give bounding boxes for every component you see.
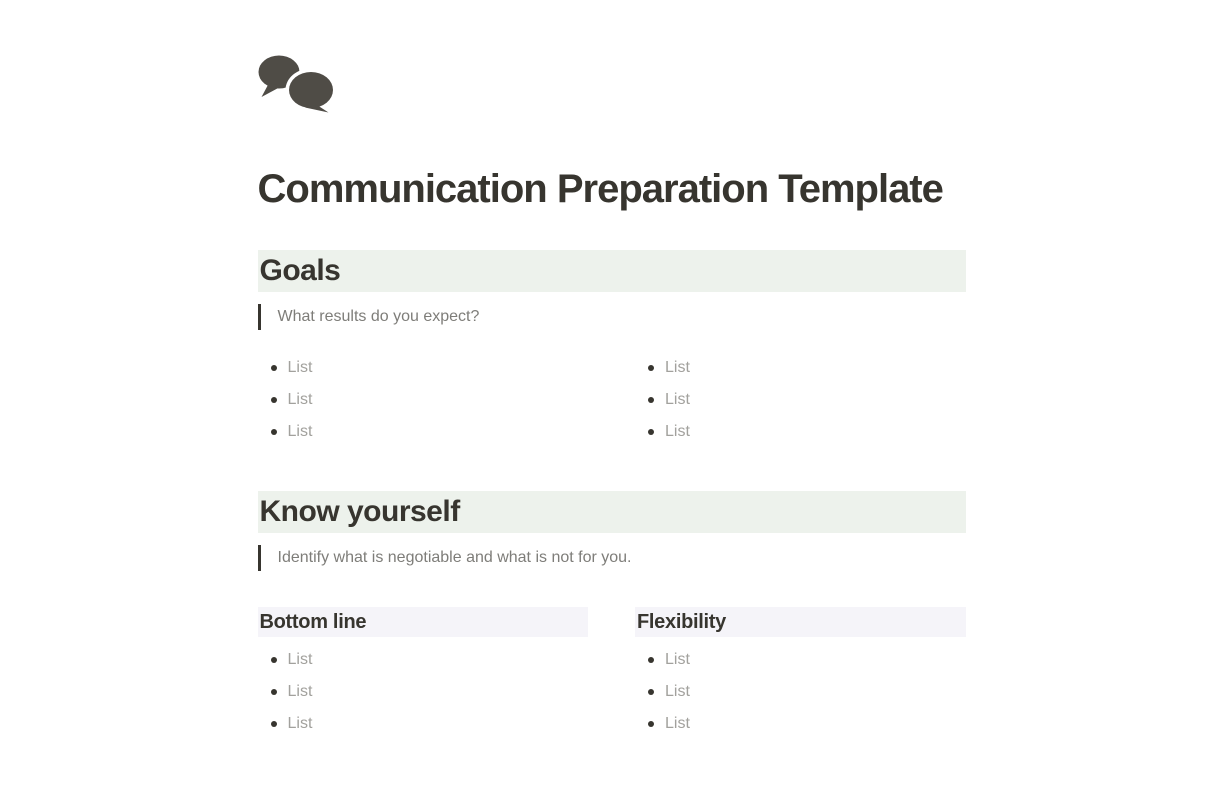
list-item-text: List [665,715,690,732]
list-item[interactable] [635,708,966,740]
list-item-text: List [665,391,690,408]
bottom-line-list [258,644,589,740]
list-item-text: List [665,683,690,700]
list-item-text: List [287,359,313,376]
bottom-line-column [258,607,589,740]
bullet-icon [648,397,654,403]
bullet-icon [648,429,654,435]
section-heading-know-yourself[interactable]: Know yourself [258,491,966,533]
flexibility-list [635,644,966,740]
page-icon[interactable] [258,55,338,113]
bullet-icon [648,689,654,695]
list-item-text: List [665,359,690,376]
chat-bubbles-icon [258,55,338,113]
list-item[interactable] [635,676,966,708]
know-yourself-quote[interactable]: Identify what is negotiable and what is not for you. [258,545,966,571]
list-item-text: List [287,391,313,408]
know-yourself-columns [258,607,966,740]
list-item[interactable] [258,416,589,448]
list-item-text: List [287,683,313,700]
bullet-icon [271,721,277,727]
goals-columns [258,352,966,448]
sub-heading-flexibility[interactable]: Flexibility [635,607,966,637]
list-item-text: List [287,651,313,668]
goals-column-right [635,352,966,448]
list-item[interactable] [635,416,966,448]
list-item[interactable] [635,352,966,384]
list-item-text: List [665,423,690,440]
bullet-icon [648,657,654,663]
section-heading-goals[interactable]: Goals [258,250,966,292]
flexibility-column [635,607,966,740]
list-item-text: List [287,423,313,440]
list-item[interactable] [635,384,966,416]
bullet-icon [271,689,277,695]
bullet-icon [648,365,654,371]
list-item[interactable] [258,384,589,416]
list-item[interactable] [258,352,589,384]
bullet-icon [271,657,277,663]
list-item[interactable] [258,676,589,708]
goals-list-right [635,352,966,448]
bullet-icon [648,721,654,727]
list-item[interactable] [258,644,589,676]
list-item[interactable] [635,644,966,676]
goals-list-left [258,352,589,448]
list-item[interactable] [258,708,589,740]
page-title[interactable]: Communication Preparation Template [257,167,943,211]
list-item-text: List [665,651,690,668]
bullet-icon [271,397,277,403]
goals-column-left [258,352,589,448]
bullet-icon [271,365,277,371]
list-item-text: List [287,715,313,732]
sub-heading-bottom-line[interactable]: Bottom line [258,607,589,637]
bullet-icon [271,429,277,435]
goals-quote[interactable]: What results do you expect? [258,304,966,330]
document-page [258,0,966,740]
